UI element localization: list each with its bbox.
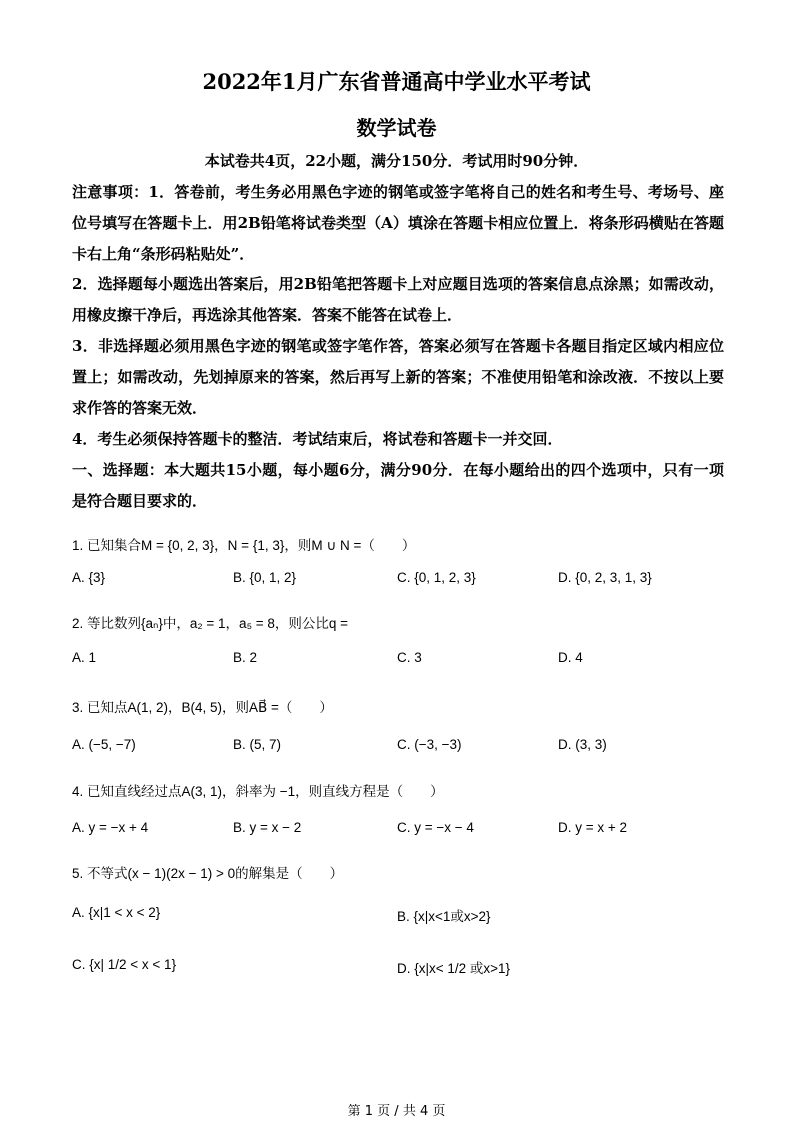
question-1-option-b[interactable]: B. {0, 1, 2} xyxy=(233,570,297,585)
question-5-option-a[interactable]: A. {x|1 < x < 2} xyxy=(72,905,161,920)
exam-subject: 数学试卷 xyxy=(356,116,437,140)
question-4-stem: 4. 已知直线经过点A(3, 1)，斜率为 −1，则直线方程是（ ） xyxy=(72,784,444,799)
exam-title: 2022年1月广东省普通高中学业水平考试 xyxy=(202,69,591,94)
instruction-3: 3．非选择题必须用黑色字迹的钢笔或签字笔作答，答案必须写在答题卡各题目指定区域内相应位置上；如需改动，先划掉原来的答案，然后再写上新的答案；不准使用铅笔和涂改液．不按以上要求作答的答案无效． xyxy=(72,337,724,417)
instruction-4: 4．考生必须保持答题卡的整洁．考试结束后，将试卷和答题卡一并交回． xyxy=(72,430,563,448)
question-2-option-d[interactable]: D. 4 xyxy=(558,650,583,665)
question-2-option-a[interactable]: A. 1 xyxy=(72,650,97,665)
page-footer: 第 1 页 / 共 4 页 xyxy=(347,1104,446,1119)
question-1-option-a[interactable]: A. {3} xyxy=(72,570,106,585)
question-1-option-d[interactable]: D. {0, 2, 3, 1, 3} xyxy=(558,570,652,585)
exam-info: 本试卷共4页，22小题，满分150分．考试用时90分钟． xyxy=(204,152,589,170)
question-1-stem: 1. 已知集合M = {0, 2, 3}，N = {1, 3}，则M ∪ N =（ ） xyxy=(72,538,416,553)
question-2-stem: 2. 等比数列{aₙ}中，a₂ = 1，a₅ = 8，则公比q = xyxy=(72,616,349,631)
question-3-option-c[interactable]: C. (−3, −3) xyxy=(397,737,462,752)
question-5-option-b[interactable]: B. {x|x<1或x>2} xyxy=(397,909,491,924)
section-heading: 一、选择题：本大题共15小题，每小题6分，满分90分．在每小题给出的四个选项中，只有一项是符合题目要求的． xyxy=(72,461,724,510)
instruction-1: 注意事项：1．答卷前，考生务必用黑色字迹的钢笔或签字笔将自己的姓名和考生号、考场号、座位号填写在答题卡上．用2B铅笔将试卷类型（A）填涂在答题卡相应位置上．将条形码横贴在答题卡右上角“条形码粘贴处”． xyxy=(72,183,724,263)
question-4-option-c[interactable]: C. y = −x − 4 xyxy=(397,820,474,835)
question-4-option-b[interactable]: B. y = x − 2 xyxy=(233,820,302,835)
question-5-stem: 5. 不等式(x − 1)(2x − 1) > 0的解集是（ ） xyxy=(72,866,344,881)
question-5-option-c[interactable]: C. {x| 1/2 < x < 1} xyxy=(72,957,177,972)
question-4-option-d[interactable]: D. y = x + 2 xyxy=(558,820,628,835)
question-4-option-a[interactable]: A. y = −x + 4 xyxy=(72,820,149,835)
question-3-stem: 3. 已知点A(1, 2)，B(4, 5)，则AB⃗ =（ ） xyxy=(72,700,333,715)
question-2-option-c[interactable]: C. 3 xyxy=(397,650,422,665)
question-1-option-c[interactable]: C. {0, 1, 2, 3} xyxy=(397,570,476,585)
question-3-option-b[interactable]: B. (5, 7) xyxy=(233,737,282,752)
instruction-2: 2．选择题每小题选出答案后，用2B铅笔把答题卡上对应题目选项的答案信息点涂黑；如需改动，用橡皮擦干净后，再选涂其他答案．答案不能答在试卷上． xyxy=(72,275,724,324)
question-5-option-d[interactable]: D. {x|x< 1/2 或x>1} xyxy=(397,961,511,976)
question-3-option-a[interactable]: A. (−5, −7) xyxy=(72,737,136,752)
question-3-option-d[interactable]: D. (3, 3) xyxy=(558,737,607,752)
question-2-option-b[interactable]: B. 2 xyxy=(233,650,258,665)
